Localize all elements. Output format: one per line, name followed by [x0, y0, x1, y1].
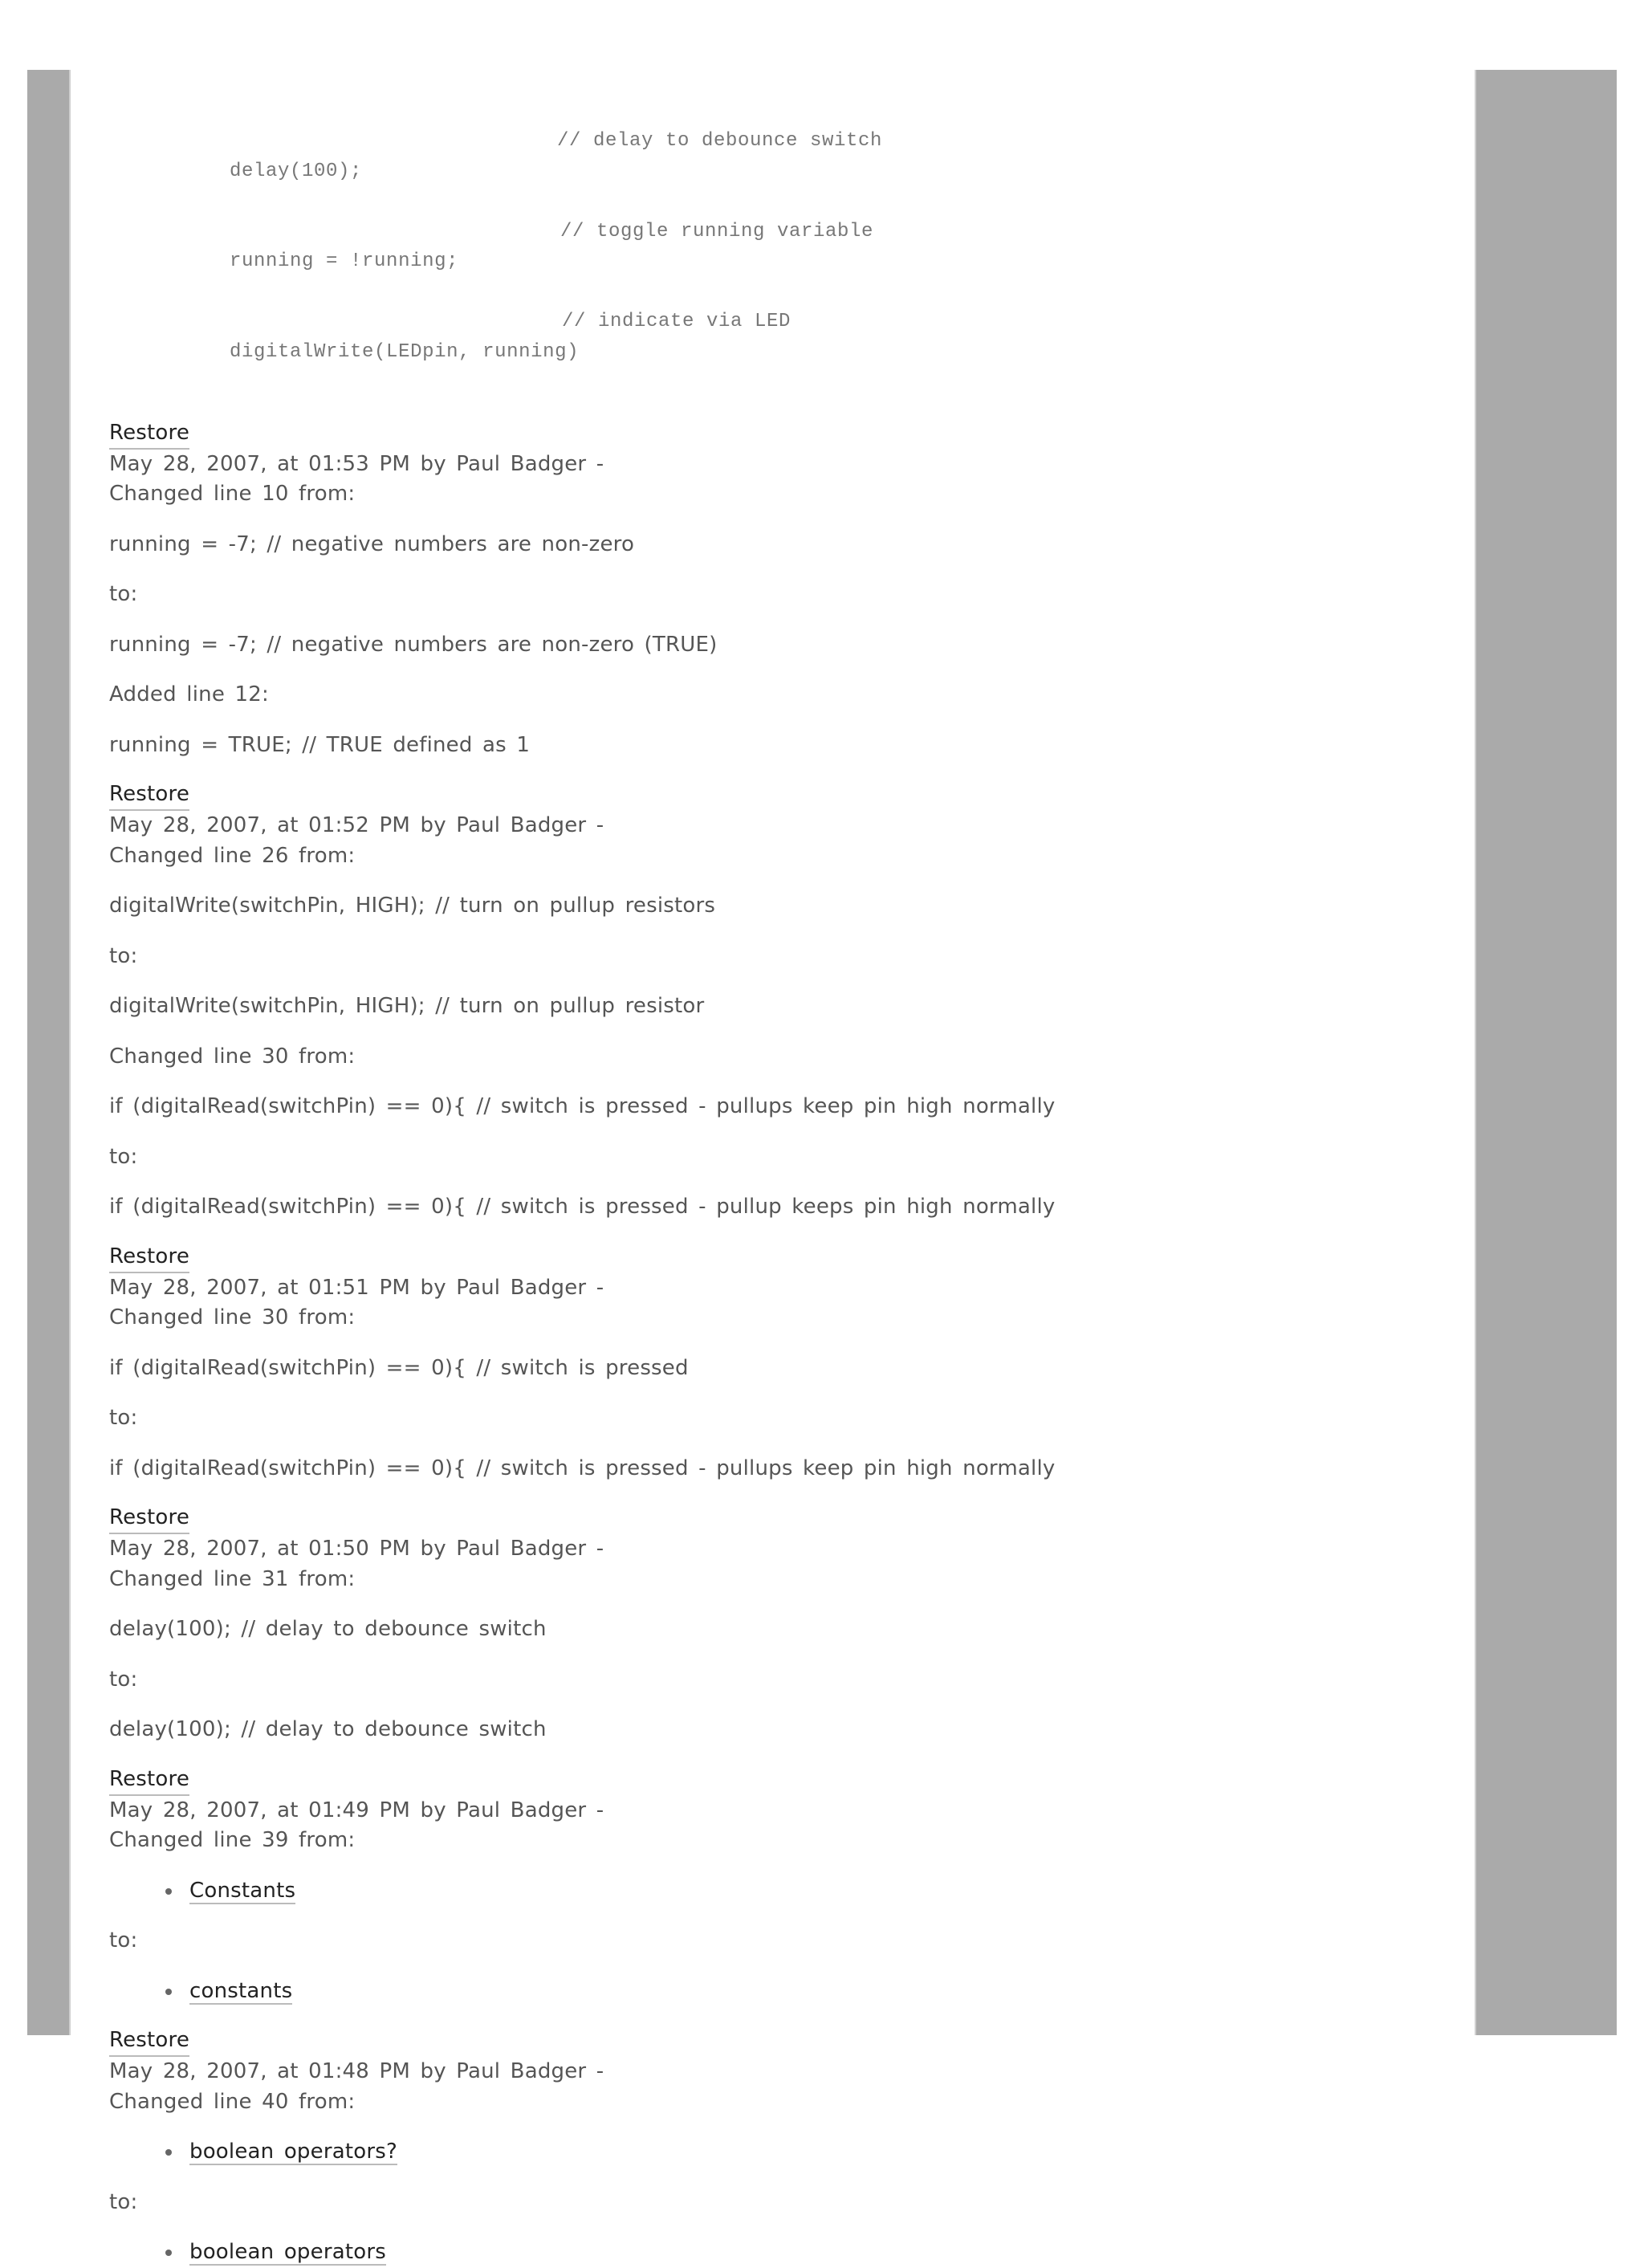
- to-label: to:: [109, 1406, 138, 1430]
- revision-meta: May 28, 2007, at 01:48 PM by Paul Badger -: [109, 2059, 604, 2083]
- change-from-text: if (digitalRead(switchPin) == 0){ // switch is pressed - pullups keep pin high normally: [109, 1094, 1056, 1118]
- restore-link[interactable]: Restore: [109, 780, 189, 811]
- change-heading: Changed line 26 from:: [109, 843, 356, 868]
- code-line: [133, 217, 1458, 272]
- change-heading: Changed line 10 from:: [109, 482, 356, 506]
- change-from-text: delay(100); // delay to debounce switch: [109, 1617, 547, 1641]
- revision-meta: May 28, 2007, at 01:53 PM by Paul Badger -: [109, 451, 604, 476]
- change-from-text: running = -7; // negative numbers are non-zero: [109, 531, 635, 556]
- revision-meta: May 28, 2007, at 01:52 PM by Paul Badger -: [109, 813, 604, 837]
- code-comment: // delay to debounce switch: [557, 130, 883, 152]
- left-divider: [69, 70, 71, 2035]
- change-from-text: digitalWrite(switchPin, HIGH); // turn on pullup resistors: [109, 894, 716, 918]
- to-label: to:: [109, 1928, 138, 1952]
- code-snippet: [109, 66, 1458, 397]
- list-item: [161, 1876, 1458, 1907]
- revision-entry: [109, 1504, 1458, 1745]
- from-list: [109, 1876, 1458, 1907]
- change-to-text: digitalWrite(switchPin, HIGH); // turn on pullup resistor: [109, 994, 705, 1018]
- to-list: [109, 2237, 1458, 2268]
- list-item: [161, 2237, 1458, 2268]
- right-sidebar-band: [1476, 70, 1617, 2035]
- change-heading: Changed line 40 from:: [109, 2089, 356, 2114]
- revision-entry: [109, 1765, 1458, 2007]
- change-to-text: if (digitalRead(switchPin) == 0){ // switch is pressed - pullup keeps pin high normally: [109, 1195, 1056, 1219]
- change-heading: Added line 12:: [109, 682, 269, 706]
- code-text: digitalWrite(LEDpin, running): [230, 340, 580, 363]
- to-label: to:: [109, 582, 138, 606]
- code-text: delay(100);: [230, 160, 363, 182]
- to-label: to:: [109, 1667, 138, 1692]
- change-to-text: if (digitalRead(switchPin) == 0){ // switch is pressed - pullups keep pin high normally: [109, 1456, 1056, 1480]
- code-comment: // toggle running variable: [560, 220, 874, 242]
- constants-link[interactable]: Constants: [189, 1878, 296, 1903]
- restore-link[interactable]: Restore: [109, 2026, 189, 2057]
- restore-link[interactable]: Restore: [109, 1243, 189, 1273]
- code-text: running = !running;: [230, 250, 459, 272]
- revision-entry: [109, 780, 1458, 1223]
- page-history-content: [109, 66, 1458, 2268]
- boolean-operators-link[interactable]: boolean operators?: [189, 2140, 397, 2164]
- restore-link[interactable]: Restore: [109, 1504, 189, 1534]
- restore-link[interactable]: Restore: [109, 419, 189, 450]
- bullet-icon: [165, 2250, 172, 2256]
- right-divider: [1475, 70, 1476, 2035]
- change-heading: Changed line 30 from:: [109, 1044, 356, 1069]
- to-list: [109, 1977, 1458, 2007]
- bullet-icon: [165, 1888, 172, 1895]
- code-line: [133, 307, 1458, 363]
- change-heading: Changed line 31 from:: [109, 1566, 356, 1591]
- revision-meta: May 28, 2007, at 01:49 PM by Paul Badger -: [109, 1798, 604, 1822]
- to-label: to:: [109, 1144, 138, 1169]
- to-label: to:: [109, 943, 138, 968]
- change-to-text: delay(100); // delay to debounce switch: [109, 1717, 547, 1741]
- revision-meta: May 28, 2007, at 01:50 PM by Paul Badger -: [109, 1537, 604, 1561]
- revision-entry: [109, 1243, 1458, 1484]
- constants-link[interactable]: constants: [189, 1978, 293, 2003]
- change-to-text: running = -7; // negative numbers are non-zero (TRUE): [109, 632, 718, 657]
- revision-meta: May 28, 2007, at 01:51 PM by Paul Badger -: [109, 1275, 604, 1300]
- change-from-text: if (digitalRead(switchPin) == 0){ // switch is pressed: [109, 1355, 689, 1380]
- code-comment: // indicate via LED: [562, 311, 791, 332]
- list-item: [161, 1977, 1458, 2007]
- from-list: [109, 2137, 1458, 2168]
- revision-entry: [109, 2026, 1458, 2268]
- to-label: to:: [109, 2189, 138, 2214]
- revision-entry: [109, 419, 1458, 761]
- bullet-icon: [165, 2149, 172, 2156]
- change-heading: Changed line 30 from:: [109, 1305, 356, 1329]
- left-sidebar-band: [27, 70, 69, 2035]
- code-line: [133, 126, 1458, 182]
- change-heading: Changed line 39 from:: [109, 1828, 356, 1852]
- boolean-operators-link[interactable]: boolean operators: [189, 2240, 386, 2264]
- bullet-icon: [165, 1989, 172, 1995]
- list-item: [161, 2137, 1458, 2168]
- change-added-text: running = TRUE; // TRUE defined as 1: [109, 732, 531, 757]
- restore-link[interactable]: Restore: [109, 1765, 189, 1796]
